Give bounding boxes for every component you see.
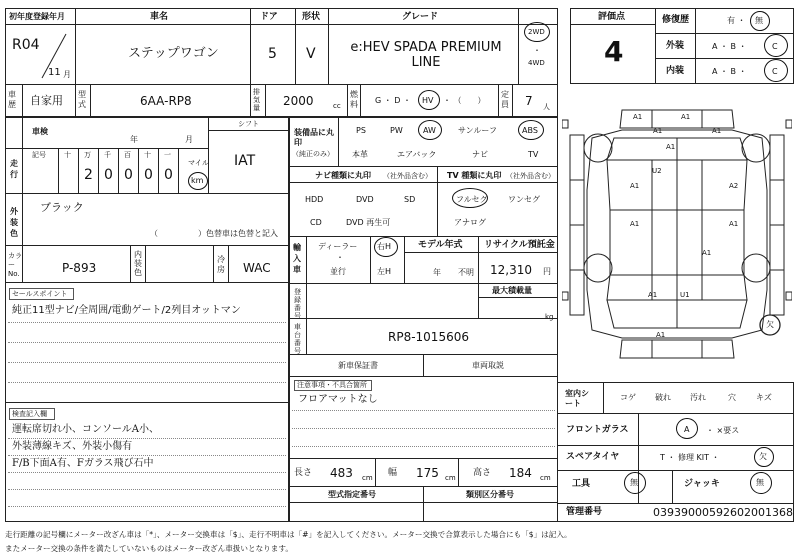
seat-burn: コゲ: [620, 393, 636, 402]
navi-cd: CD: [310, 218, 322, 227]
mark-11: A1: [702, 249, 712, 257]
mark-1: A1: [633, 113, 643, 121]
mark-8: U2: [652, 167, 662, 175]
inspector-line-3: F/B下面A有、Fガラス飛び石中: [12, 458, 154, 469]
ac-label: 冷房: [217, 255, 225, 274]
first-reg-year: R04: [12, 37, 40, 53]
tv-fullseg: フルセグ: [456, 195, 488, 204]
type-designation-label: 型式指定番号: [328, 490, 376, 499]
score-value: 4: [604, 35, 624, 68]
new-car-warranty: 新車保証書: [338, 361, 378, 370]
chassis-label: 車台番号: [294, 323, 301, 355]
door-header: ドア: [260, 12, 278, 22]
inspector-line-1: 運転席切れ小、コンソールA小、: [12, 424, 160, 435]
equip-aw: AW: [423, 126, 436, 135]
length-unit: cm: [362, 474, 373, 482]
model-year-label: モデル年式: [418, 240, 463, 250]
windshield-selected: A: [684, 425, 690, 434]
reg-label: 登録番号: [294, 288, 301, 320]
equip-airbag: エアバック: [397, 150, 437, 159]
seat-tear: 破れ: [655, 393, 671, 402]
ext-color-label: 外装色: [10, 207, 18, 238]
jack-label: ジャッキ: [684, 479, 720, 489]
import-label: 輸入車: [293, 243, 301, 274]
missing-mark: 欠: [766, 320, 774, 329]
ext-color-value: ブラック: [40, 201, 84, 214]
grade-header: グレード: [402, 12, 439, 22]
inspection-label: 車検: [32, 127, 48, 136]
seat-dirt: 汚れ: [690, 393, 706, 402]
footer-line-2: またメーター交換の条件を満たしていないものはメーター改ざん車扱いとなります。: [5, 544, 293, 553]
length-label: 長さ: [294, 468, 313, 478]
digit-3: 0: [124, 167, 133, 183]
repair-label: 修復歴: [662, 15, 690, 25]
model-year-unit: 年: [433, 268, 441, 277]
equip-label: 装備品に丸印: [294, 128, 334, 147]
exterior-label: 外装: [666, 41, 685, 51]
unit-1: 十: [64, 151, 71, 159]
model-year-unknown: 不明: [458, 268, 474, 277]
model-label: 型式: [78, 90, 86, 109]
navi-hdd: HDD: [305, 195, 324, 204]
windshield-label: フロントガラス: [566, 425, 629, 435]
footer-line-1: 走行距離の記号欄にメーター改ざん車は「*」、メーター交換車は「$」、走行不明車は「#」を記入してください。メーター交換で合算表示した場合にも「$」は記入。: [5, 530, 572, 539]
windshield-rest: ・ ×要ス: [706, 426, 740, 435]
height-value: 184: [509, 466, 532, 480]
grade-value: e:HEV SPADA PREMIUM LINE: [350, 40, 502, 70]
tv-label: TV 種類に丸印: [447, 171, 502, 180]
mark-6: A1: [630, 182, 640, 190]
navi-label: ナビ種類に丸印: [315, 171, 371, 180]
tv-analog: アナログ: [454, 218, 486, 227]
digit-5: 0: [164, 167, 173, 183]
seat-label: 室内シート: [565, 389, 589, 408]
vehicle-manual: 車両取説: [472, 361, 504, 370]
unit-4: 百: [124, 151, 131, 159]
shift-value: IAT: [234, 153, 256, 169]
car-diagram: [562, 100, 792, 375]
mark-10: A1: [729, 220, 739, 228]
fuel-options: G ・ D ・: [375, 96, 411, 105]
capacity-unit: 人: [543, 103, 550, 111]
sales-point-text: 純正11型ナビ/全周囲/電動ゲート/2列目オットマン: [12, 305, 241, 316]
shape-header: 形状: [302, 12, 321, 22]
length-value: 483: [330, 466, 353, 480]
shift-label: シフト: [238, 120, 259, 128]
color-no-value: P-893: [62, 261, 97, 275]
import-left: 左H: [377, 267, 392, 276]
interior-color-label: 内装色: [134, 250, 142, 277]
interior-options: A ・ B ・: [712, 67, 747, 76]
repair-options: 有 ・: [727, 16, 746, 25]
import-right: 右H: [377, 242, 392, 251]
spare-options: T ・ 修理 KIT ・: [660, 453, 720, 462]
interior-selected: C: [772, 67, 778, 76]
inspection-month-unit: 月: [185, 135, 193, 144]
name-header: 車名: [150, 12, 169, 22]
drive-dot: ・: [533, 46, 541, 55]
equip-leather: 本革: [352, 150, 368, 159]
category-label: 車歴: [8, 90, 16, 109]
unit-3: 千: [104, 151, 111, 159]
spare-selected: 欠: [759, 452, 767, 461]
width-label: 幅: [388, 468, 398, 478]
navi-sd: SD: [404, 195, 416, 204]
door-count: 5: [268, 46, 277, 62]
body-shape: V: [306, 46, 316, 62]
model-value: 6AA-RP8: [140, 94, 192, 108]
width-value: 175: [416, 466, 439, 480]
mark-4: A1: [712, 127, 722, 135]
vehicle-name: ステップワゴン: [128, 46, 219, 61]
mark-2: A1: [681, 113, 691, 121]
equip-navi: ナビ: [472, 150, 488, 159]
spare-label: スペアタイヤ: [566, 452, 620, 462]
mileage-sign-label: 記号: [32, 151, 46, 159]
score-label: 評価点: [598, 12, 626, 22]
unit-5: 十: [144, 151, 151, 159]
digit-4: 0: [144, 167, 153, 183]
mileage-label: 走行: [10, 159, 18, 179]
max-load-label: 最大積載量: [492, 286, 532, 295]
fuel-label: 燃料: [350, 90, 358, 109]
width-unit: cm: [445, 474, 456, 482]
interior-label: 内装: [666, 66, 685, 76]
mark-7: A2: [729, 182, 739, 190]
mgmt-label: 管理番号: [566, 507, 603, 517]
mark-9: A1: [630, 220, 640, 228]
unit-2: 万: [84, 151, 91, 159]
exterior-selected: C: [772, 42, 778, 51]
drive-2wd: 2WD: [528, 28, 545, 36]
height-unit: cm: [540, 474, 551, 482]
capacity-value: 7: [525, 94, 533, 108]
mgmt-value: 0393900059260200136​8: [653, 506, 793, 519]
inspector-line-2: 外装薄線キズ、外装小傷有: [12, 441, 133, 452]
digit-2: 0: [104, 167, 113, 183]
notes-text: フロアマットなし: [298, 394, 378, 405]
ac-value: WAC: [243, 261, 271, 275]
navi-dvd-play: DVD 再生可: [346, 218, 391, 227]
tools-label: 工具: [572, 479, 591, 489]
import-dealer: ディーラー: [318, 242, 358, 251]
mark-13: U1: [680, 291, 690, 299]
drive-4wd: 4WD: [528, 59, 545, 67]
tv-oneseg: ワンセグ: [508, 195, 540, 204]
color-change-note: （ ）色替車は色替と記入: [150, 229, 278, 238]
unit-6: 一: [164, 151, 171, 159]
equip-sub: （純正のみ）: [292, 150, 334, 158]
digit-1: 2: [84, 167, 93, 183]
mark-5: A1: [666, 143, 676, 151]
equip-abs: ABS: [522, 126, 538, 135]
repair-selected: 無: [755, 16, 763, 25]
tools-selected: 無: [630, 478, 638, 487]
navi-dvd: DVD: [356, 195, 374, 204]
equip-sunroof: サンルーフ: [458, 126, 497, 135]
cc-unit: cc: [333, 102, 341, 110]
max-load-unit: kg: [545, 313, 554, 321]
capacity-label: 定員: [501, 90, 509, 109]
equip-pw: PW: [390, 126, 403, 135]
mark-12: A1: [648, 291, 658, 299]
sales-point-label: セールスポイント: [12, 290, 68, 298]
km-label: km: [191, 176, 204, 185]
first-reg-month: 11: [48, 67, 61, 78]
navi-sub: （社外品含む）: [383, 172, 432, 180]
displacement-label: 排気量: [253, 88, 260, 112]
chassis-value: RP8-1015606: [388, 330, 469, 344]
category-value: 自家用: [30, 94, 63, 107]
recycle-label: リサイクル預託金: [484, 240, 555, 250]
displacement-value: 2000: [283, 94, 314, 108]
exterior-options: A ・ B ・: [712, 42, 747, 51]
class-number-label: 類別区分番号: [466, 490, 514, 499]
inspector-label: 検査記入欄: [12, 410, 47, 418]
fuel-selected: HV: [422, 96, 434, 105]
equip-tv: TV: [528, 150, 539, 159]
height-label: 高さ: [473, 468, 492, 478]
inspection-year-unit: 年: [130, 135, 138, 144]
tv-sub: （社外品含む）: [506, 172, 555, 180]
mark-14: A1: [656, 331, 666, 339]
seat-scratch: キズ: [756, 393, 772, 402]
color-no-label: カラーNo.: [8, 252, 22, 278]
notes-label: 注意事項・不具合箇所: [297, 381, 367, 389]
seat-hole: 穴: [728, 393, 736, 402]
import-parallel: 並行: [330, 267, 346, 276]
import-dot: ・: [336, 253, 344, 262]
mark-3: A1: [653, 127, 663, 135]
fuel-other: ・ （ ）: [443, 96, 486, 105]
year-header: 初年度登録年月: [9, 12, 65, 21]
recycle-value: 12,310: [490, 263, 532, 277]
equip-ps: PS: [356, 126, 366, 135]
recycle-yen: 円: [543, 267, 551, 276]
jack-selected: 無: [756, 478, 764, 487]
month-unit: 月: [63, 70, 71, 79]
mile-label: マイル: [188, 159, 209, 167]
